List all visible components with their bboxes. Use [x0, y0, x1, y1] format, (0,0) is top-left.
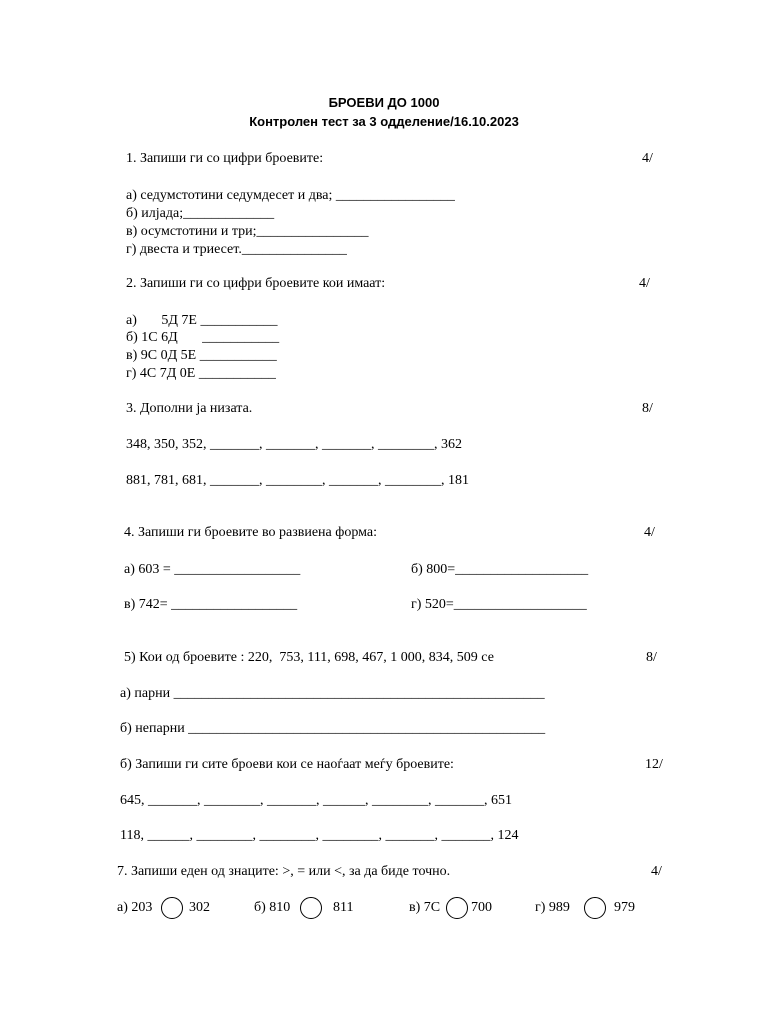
q7-a-right: 302 [189, 900, 210, 915]
page-title: БРОЕВИ ДО 1000 [328, 95, 440, 110]
q3-row-2[interactable]: 881, 781, 681, _______, ________, _______, ________, 181 [126, 473, 469, 488]
q7-a-answer-circle[interactable] [161, 897, 183, 919]
q4-title: 4. Запиши ги броевите во развиена форма: [124, 525, 377, 540]
q5-item-odd[interactable]: б) непарни ___________________________________________________ [120, 721, 546, 736]
q7-a-left: а) 203 [117, 900, 153, 915]
q7-c-left: в) 7С [409, 900, 441, 915]
q2-item-a[interactable]: а) 5Д 7Е ___________ [126, 313, 278, 328]
q7-b-right: 811 [333, 900, 354, 915]
page-subtitle: Контролен тест за 3 одделение/16.10.2023 [249, 114, 519, 129]
q6-title: б) Запиши ги сите броеви кои се наоѓаат меѓу броевите: [120, 757, 454, 772]
q1-item-a[interactable]: а) седумстотини седумдесет и два; _________________ [126, 188, 455, 203]
q4-item-d[interactable]: г) 520=___________________ [411, 597, 587, 612]
q5-item-even[interactable]: а) парни _____________________________________________________ [120, 686, 545, 701]
q5-title: 5) Кои од броевите : 220, 753, 111, 698, 467, 1 000, 834, 509 се [124, 650, 494, 665]
q7-points: 4/ [651, 864, 662, 879]
q7-d-left: г) 989 [535, 900, 570, 915]
q4-item-a[interactable]: а) 603 = __________________ [124, 562, 301, 577]
q7-c-right: 700 [471, 900, 492, 915]
q7-title: 7. Запиши еден од знаците: >, = или <, за да биде точно. [117, 864, 451, 879]
q1-item-d[interactable]: г) двеста и триесет._______________ [126, 242, 347, 257]
q4-item-b[interactable]: б) 800=___________________ [411, 562, 589, 577]
q4-points: 4/ [644, 525, 655, 540]
q6-points: 12/ [645, 757, 663, 772]
q1-item-b[interactable]: б) илјада;_____________ [126, 206, 275, 221]
q1-item-c[interactable]: в) осумстотини и три;________________ [126, 224, 369, 239]
q4-item-c[interactable]: в) 742= __________________ [124, 597, 298, 612]
q7-c-answer-circle[interactable] [446, 897, 468, 919]
q2-title: 2. Запиши ги со цифри броевите кои имаат: [126, 276, 386, 291]
q2-item-b[interactable]: б) 1С 6Д ___________ [126, 330, 280, 345]
q6-row-1[interactable]: 645, _______, ________, _______, ______, ________, _______, 651 [120, 793, 512, 808]
q7-d-answer-circle[interactable] [584, 897, 606, 919]
q1-title: 1. Запиши ги со цифри броевите: [126, 151, 324, 166]
q3-row-1[interactable]: 348, 350, 352, _______, _______, _______, ________, 362 [126, 437, 462, 452]
q3-title: 3. Дополни ја низата. [126, 401, 253, 416]
q2-item-d[interactable]: г) 4С 7Д 0Е ___________ [126, 366, 276, 381]
q6-row-2[interactable]: 118, ______, ________, ________, ________, _______, _______, 124 [120, 828, 519, 843]
q3-points: 8/ [642, 401, 653, 416]
q2-points: 4/ [639, 276, 650, 291]
q7-d-right: 979 [614, 900, 635, 915]
q1-points: 4/ [642, 151, 653, 166]
q5-points: 8/ [646, 650, 657, 665]
q7-b-answer-circle[interactable] [300, 897, 322, 919]
q2-item-c[interactable]: в) 9С 0Д 5Е ___________ [126, 348, 277, 363]
q7-b-left: б) 810 [254, 900, 291, 915]
